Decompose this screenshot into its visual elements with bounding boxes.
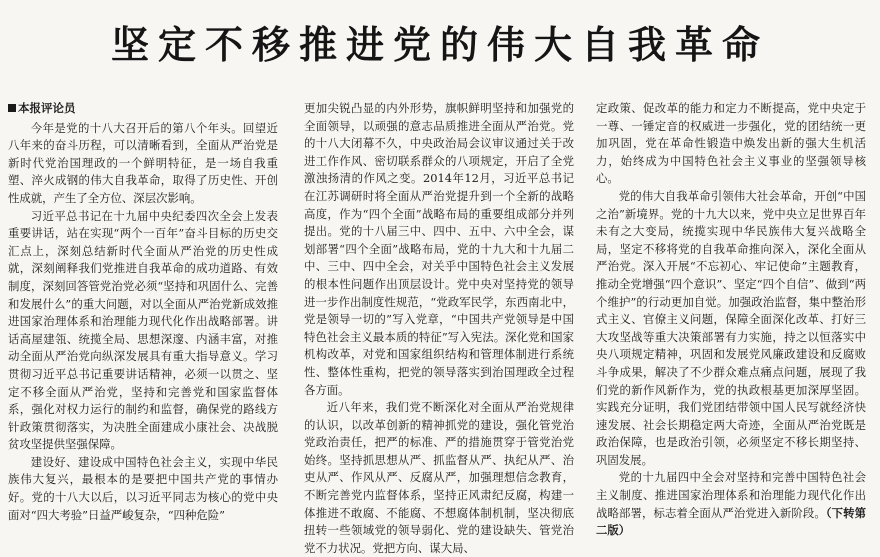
column-1 [8, 100, 278, 522]
headline: 坚定不移推进党的伟大自我革命 [110, 23, 769, 67]
column-2 [304, 100, 574, 555]
paragraph: 定政策、促改革的能力和定力不断提高，党中央定于一尊、一锤定音的权威进一步强化，党的团结统一更加巩固，党在革命性锻造中焕发出新的强大生机活力，始终成为中国特色社会主义事业的坚强领导核心。 [596, 101, 866, 186]
paragraph: 建设好、建设成中国特色社会主义，实现中华民族伟大复兴，最根本的是要把中国共产党的事情办好。党的十八大以后，以习近平同志为核心的党中央面对“四大考验”日益严峻复杂，“四种危险” [8, 454, 278, 522]
paragraph [596, 469, 866, 539]
byline-text: 本报评论员 [18, 101, 76, 115]
paragraph: 今年是党的十八大召开后的第八个年头。回望近八年来的奋斗历程，可以清晰看到，全面从严治党是新时代党治国理政的一个鲜明特征，是一场自我重塑、淬火成钢的伟大自我革命，取得了历史性、开创性成就，产生了全方位、深层次影响。 [8, 120, 278, 205]
paragraph: 近八年来，我们党不断深化对全面从严治党规律的认识，以改革创新的精神抓党的建设，强化管党治党政治责任，把严的标准、严的措施贯穿于管党治党始终。坚持抓思想从严、抓监督从严、执纪从严、治吏从严、作风从严、反腐从严，加强理想信念教育，不断完善党内监督体系，坚持正风肃纪反腐，构建一体推进不敢腐、不能腐、不想腐体制机制，坚决彻底扭转一些领域党的领导弱化、党的建设缺失、管党治党不力状况。党把方向、谋大局、 [304, 400, 574, 555]
paragraph: 习近平总书记在十九届中央纪委四次全会上发表重要讲话，站在实现“两个一百年”奋斗目标的历史交汇点上，深刻总结新时代全面从严治党的历史性成就，深刻阐释我们党推进自我革命的成功道路、有效制度，深刻回答管党治党必须“坚持和巩固什么、完善和发展什么”的重大问题，对以全面从严治党新成效推进国家治理体系和治理能力现代化作出战略部署。讲话高屋建瓴、统揽全局、思想深邃、内涵丰富，对推动全面从严治党向纵深发展具有重大指导意义。学习贯彻习近平总书记重要讲话精神，必须一以贯之、坚定不移全面从严治党，坚持和完善党和国家监督体系，强化对权力运行的制约和监督，确保党的路线方针政策贯彻落实，为决胜全面建成小康社会、决战脱贫攻坚提供坚强保障。 [8, 208, 278, 452]
paragraph-text: 党的十九届四中全会对坚持和完善中国特色社会主义制度、推进国家治理体系和治理能力现代化作出战略部署，标志着全面从严治党进入新阶段。 [596, 470, 866, 520]
square-bullet-icon [8, 104, 16, 112]
paragraph: 党的伟大自我革命引领伟大社会革命，开创“中国之治”新境界。党的十九大以来，党中央立足世界百年未有之大变局，统揽实现中华民族伟大复兴战略全局，坚定不移将党的自我革命推向深入，深化全面从严治党。深入开展“不忘初心、牢记使命”主题教育，推动全党增强“四个意识”、坚定“四个自信”、做到“两个维护”的行动更加自觉。加强政治监督，集中整治形式主义、官僚主义问题，保障全面深化改革、打好三大攻坚战等重大决策部署有力实施，持之以恒落实中央八项规定精神，巩固和发展党风廉政建设和反腐败斗争成果，解决了不少群众难点痛点问题，展现了我们党的新作风新作为，党的执政根基更加深厚坚固。实践充分证明，我们党团结带领中国人民写就经济快速发展、社会长期稳定两大奇迹，全面从严治党既是政治保障，也是政治引领，必须坚定不移长期坚持、巩固发展。 [596, 188, 866, 467]
byline [8, 100, 278, 118]
continued-note[interactable]: （下转第二版） [596, 505, 866, 538]
paragraph: 更加尖锐凸显的内外形势，旗帜鲜明坚持和加强党的全面领导，以顽强的意志品质推进全面从严治党。党的十八大闭幕不久，中央政治局会议审议通过关于改进工作作风、密切联系群众的八项规定，开启了全党激浊扬清的作风之变。2014年12月，习近平总书记在江苏调研时将全面从严治党提升到一个全新的战略高度，作为“四个全面”战略布局的重要组成部分并列提出。党的十八届三中、四中、五中、六中全会，谋划部署“四个全面”战略布局，党的十九大和十九届二中、三中、四中全会，对关乎中国特色社会主义发展的根本性问题作出顶层设计。党中央对坚持党的领导进一步作出制度性规范，“党政军民学，东西南北中，党是领导一切的”写入党章，“中国共产党领导是中国特色社会主义最本质的特征”写入宪法。深化党和国家机构改革，对党和国家组织结构和管理体制进行系统性、整体性重构，把党的领导落实到治国理政全过程各方面。 [304, 101, 574, 397]
column-3 [596, 100, 866, 538]
